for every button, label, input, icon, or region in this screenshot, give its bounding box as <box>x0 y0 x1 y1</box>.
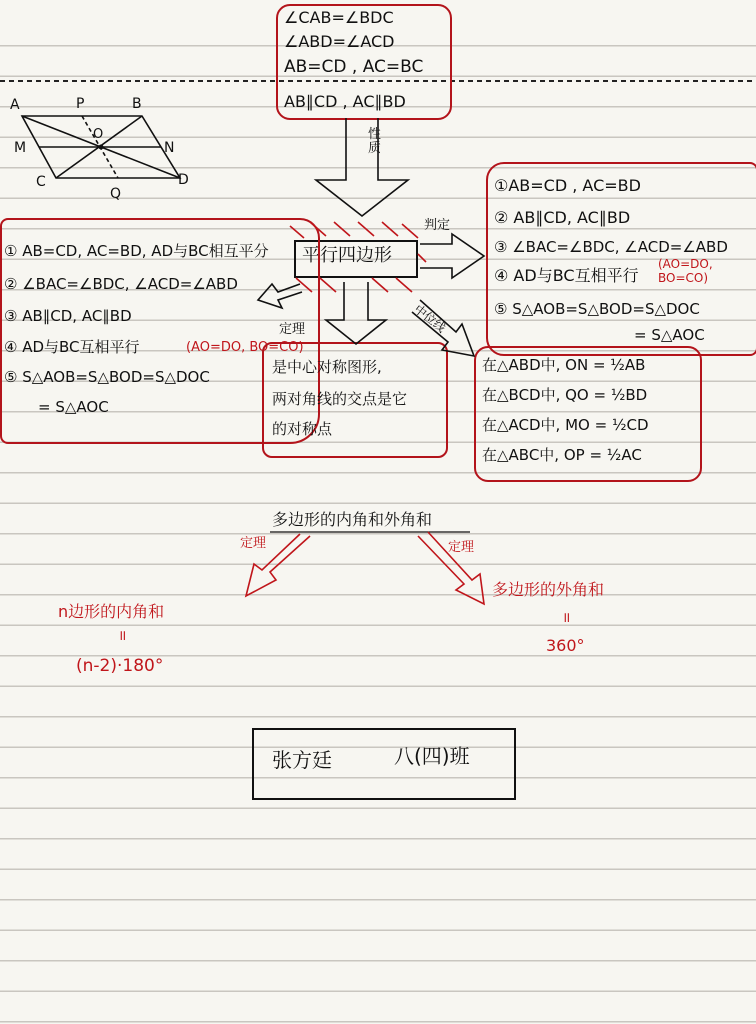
figure-center-dot <box>99 145 104 150</box>
figure-point-A: A <box>10 97 20 113</box>
figure-point-B: B <box>132 96 142 112</box>
label-dingli: 定理 <box>279 322 306 337</box>
right-item-5b: = S△AOC <box>634 326 705 344</box>
top-line-4: AB∥CD , AC∥BD <box>284 92 406 111</box>
midline-line-1: 在△ABD中, ON = ½AB <box>482 356 646 374</box>
polygon-right-label: 定理 <box>448 540 475 555</box>
left-item-4: ④ AD与BC互相平行 <box>4 338 140 356</box>
down-arrow-dingli <box>326 282 386 344</box>
interior-formula: (n-2)·180° <box>76 656 164 676</box>
left-item-5b: = S△AOC <box>38 398 109 416</box>
label-zhongweixian: 中位线 <box>411 302 449 336</box>
midline-line-3: 在△ACD中, MO = ½CD <box>482 416 649 434</box>
top-line-1: ∠CAB=∠BDC <box>284 8 394 27</box>
figure-point-D: D <box>178 172 189 188</box>
label-panding: 判定 <box>424 218 451 233</box>
left-item-5: ⑤ S△AOB=S△BOD=S△DOC <box>4 368 210 386</box>
figure-point-Q: Q <box>110 186 122 202</box>
exterior-value: 360° <box>546 636 585 655</box>
symmetry-line-2: 两对角线的交点是它 <box>272 390 408 408</box>
midline-line-4: 在△ABC中, OP = ½AC <box>482 446 642 464</box>
label-xingzhi: 性质 <box>368 127 382 157</box>
right-arrow-panding <box>420 234 484 278</box>
figure-point-P: P <box>76 96 85 112</box>
left-item-4-note: (AO=DO, BO=CO) <box>186 340 304 355</box>
figure-point-C: C <box>36 174 46 190</box>
top-line-3: AB=CD , AC=BC <box>284 57 424 77</box>
exterior-equals: ॥ <box>562 610 571 626</box>
left-item-1: ① AB=CD, AC=BD, AD与BC相互平分 <box>4 242 269 260</box>
exterior-title: 多边形的外角和 <box>492 580 605 599</box>
symmetry-line-3: 的对称点 <box>272 420 333 438</box>
signature-class: 八(四)班 <box>394 744 470 768</box>
interior-title: n边形的内角和 <box>58 602 165 621</box>
symmetry-line-1: 是中心对称图形, <box>272 358 382 376</box>
down-arrow-xingzhi <box>316 118 408 216</box>
right-item-4-note: (AO=DO, BO=CO) <box>658 257 713 285</box>
polygon-left-label: 定理 <box>240 536 267 551</box>
figure-point-M: M <box>14 140 27 156</box>
right-item-5: ⑤ S△AOB=S△BOD=S△DOC <box>494 300 700 318</box>
right-item-2: ② AB∥CD, AC∥BD <box>494 208 631 227</box>
midline-line-2: 在△BCD中, QO = ½BD <box>482 386 648 404</box>
figure-point-O: O <box>93 127 104 142</box>
right-item-4: ④ AD与BC互相平行 <box>494 266 639 285</box>
signature-name: 张方廷 <box>272 748 332 772</box>
polygon-title: 多边形的内角和外角和 <box>272 510 433 529</box>
interior-equals: ॥ <box>118 628 127 644</box>
parallelogram-figure <box>22 116 180 178</box>
figure-point-N: N <box>164 140 175 156</box>
left-item-2: ② ∠BAC=∠BDC, ∠ACD=∠ABD <box>4 275 238 293</box>
center-title: 平行四边形 <box>302 245 392 266</box>
right-item-1: ①AB=CD , AC=BD <box>494 176 641 195</box>
left-item-3: ③ AB∥CD, AC∥BD <box>4 307 132 325</box>
top-line-2: ∠ABD=∠ACD <box>284 32 395 51</box>
right-item-3: ③ ∠BAC=∠BDC, ∠ACD=∠ABD <box>494 238 728 256</box>
